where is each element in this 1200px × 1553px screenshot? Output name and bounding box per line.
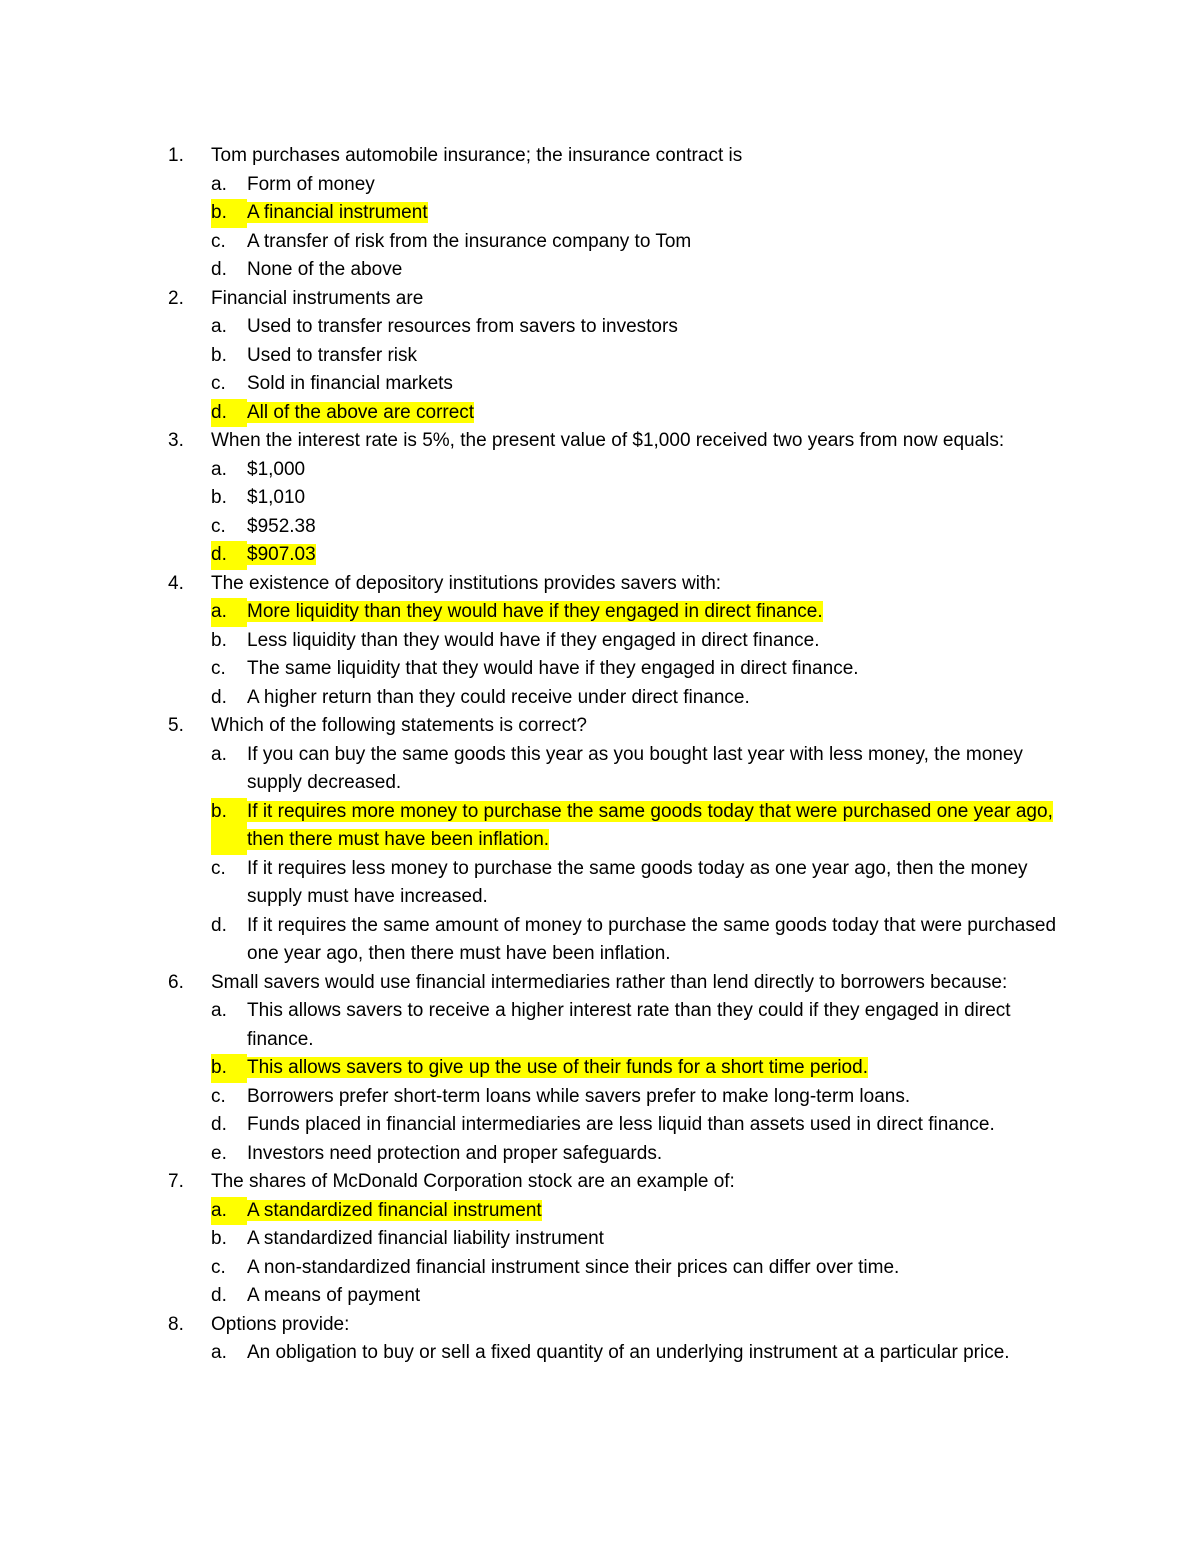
option-text: Borrowers prefer short-term loans while savers prefer to make long-term loans.: [247, 1085, 911, 1107]
option-text-wrap: [247, 370, 1068, 399]
answer-option-highlighted: [211, 1197, 1068, 1226]
question-line: [168, 712, 1068, 741]
answer-option: [211, 1225, 1068, 1254]
answer-option: [211, 627, 1068, 656]
question-item: [168, 570, 1068, 713]
answer-options: [168, 171, 1068, 285]
answer-options: [168, 1339, 1068, 1368]
question-item: [168, 969, 1068, 1169]
answer-options: [168, 1197, 1068, 1311]
option-text: Used to transfer resources from savers to investors: [247, 316, 678, 337]
answer-option-highlighted: [211, 1054, 1068, 1083]
option-text: Less liquidity than they would have if they engaged in direct finance.: [247, 629, 820, 651]
answer-option: [211, 342, 1068, 371]
option-text: $907.03: [247, 544, 316, 565]
option-text-wrap: [247, 484, 1068, 513]
question-text: Tom purchases automobile insurance; the insurance contract is: [211, 145, 743, 166]
option-text: $1,000: [247, 458, 306, 480]
option-text: A standardized financial liability instrument: [247, 1228, 604, 1249]
question-number: 2.: [168, 287, 184, 309]
option-letter: d.: [211, 399, 247, 428]
option-text-wrap: [247, 228, 1068, 257]
answer-option: [211, 1254, 1068, 1283]
option-text-wrap: [247, 199, 1068, 228]
option-text-wrap: [247, 598, 1068, 627]
option-letter: b.: [211, 798, 247, 855]
option-text-wrap: [247, 171, 1068, 200]
answer-option: [211, 484, 1068, 513]
option-letter: a.: [211, 173, 227, 195]
question-line: [168, 142, 1068, 171]
option-letter: a.: [211, 458, 227, 480]
option-letter: d.: [211, 541, 247, 570]
option-text: A financial instrument: [247, 202, 428, 223]
option-letter: b.: [211, 629, 227, 651]
option-text: More liquidity than they would have if they engaged in direct finance.: [247, 601, 823, 622]
option-letter: a.: [211, 598, 247, 627]
option-text: A non-standardized financial instrument since their prices can differ over time.: [247, 1256, 900, 1278]
option-text-wrap: [247, 399, 1068, 428]
answer-option-highlighted: [211, 798, 1068, 855]
option-text: $1,010: [247, 487, 306, 508]
question-item: [168, 1168, 1068, 1311]
option-text-wrap: [247, 313, 1068, 342]
question-line: [168, 1168, 1068, 1197]
answer-option: [211, 1140, 1068, 1169]
question-number: 3.: [168, 430, 184, 451]
option-text-wrap: [247, 912, 1068, 969]
option-letter: d.: [211, 914, 227, 936]
answer-option: [211, 912, 1068, 969]
question-text: The shares of McDonald Corporation stock are an example of:: [211, 1171, 735, 1192]
option-text-wrap: [247, 1111, 1068, 1140]
question-number: 5.: [168, 715, 184, 736]
option-letter: d.: [211, 259, 227, 280]
option-letter: d.: [211, 686, 227, 708]
option-text: An obligation to buy or sell a fixed quantity of an underlying instrument at a particular price.: [247, 1342, 1010, 1363]
option-text-wrap: [247, 997, 1068, 1054]
option-text: $952.38: [247, 515, 316, 537]
answer-option: [211, 256, 1068, 285]
question-list: [168, 142, 1068, 1368]
option-text: A means of payment: [247, 1285, 421, 1306]
question-number: 7.: [168, 1171, 184, 1192]
answer-options: [168, 456, 1068, 570]
option-letter: b.: [211, 1054, 247, 1083]
option-text: A transfer of risk from the insurance company to Tom: [247, 230, 692, 252]
question-number: 4.: [168, 572, 184, 594]
answer-option: [211, 370, 1068, 399]
question-text: Financial instruments are: [211, 287, 424, 309]
question-item: [168, 285, 1068, 428]
question-text: Which of the following statements is correct?: [211, 715, 587, 736]
option-text-wrap: [247, 1225, 1068, 1254]
question-item: [168, 712, 1068, 969]
option-text-wrap: [247, 1197, 1068, 1226]
option-text: This allows savers to receive a higher interest rate than they could if they engaged in direct finance.: [247, 1000, 1011, 1050]
option-text: If it requires more money to purchase the same goods today that were purchased one year ago, then there must have been inflation.: [247, 800, 1053, 850]
option-text-wrap: [247, 256, 1068, 285]
option-text: None of the above: [247, 259, 403, 280]
option-text: If it requires the same amount of money to purchase the same goods today that were purchased one year ago, then there must have been inflation.: [247, 914, 1057, 964]
option-text: Used to transfer risk: [247, 344, 417, 366]
answer-option: [211, 228, 1068, 257]
answer-option-highlighted: [211, 399, 1068, 428]
answer-option: [211, 684, 1068, 713]
option-text: The same liquidity that they would have if they engaged in direct finance.: [247, 658, 859, 679]
question-number: 6.: [168, 971, 184, 993]
answer-option: [211, 655, 1068, 684]
answer-option: [211, 855, 1068, 912]
option-letter: c.: [211, 230, 226, 252]
question-item: [168, 427, 1068, 570]
question-item: [168, 142, 1068, 285]
answer-option-highlighted: [211, 598, 1068, 627]
question-item: [168, 1311, 1068, 1368]
answer-option: [211, 997, 1068, 1054]
option-text-wrap: [247, 1254, 1068, 1283]
answer-option: [211, 1083, 1068, 1112]
option-letter: c.: [211, 373, 226, 394]
option-text-wrap: [247, 456, 1068, 485]
option-letter: c.: [211, 1256, 226, 1278]
option-text: Sold in financial markets: [247, 373, 453, 394]
question-line: [168, 1311, 1068, 1340]
question-line: [168, 570, 1068, 599]
option-text-wrap: [247, 1054, 1068, 1083]
option-text: Form of money: [247, 173, 375, 195]
question-text: The existence of depository institutions provides savers with:: [211, 572, 722, 594]
option-text-wrap: [247, 627, 1068, 656]
option-letter: a.: [211, 743, 227, 765]
answer-options: [168, 997, 1068, 1168]
answer-option-highlighted: [211, 541, 1068, 570]
option-letter: b.: [211, 1228, 227, 1249]
answer-option: [211, 456, 1068, 485]
option-letter: e.: [211, 1142, 227, 1164]
option-text: A higher return than they could receive under direct finance.: [247, 686, 750, 708]
option-letter: c.: [211, 857, 226, 879]
option-letter: a.: [211, 316, 227, 337]
question-line: [168, 285, 1068, 314]
option-text: This allows savers to give up the use of their funds for a short time period.: [247, 1057, 868, 1078]
option-letter: c.: [211, 1085, 226, 1107]
option-text-wrap: [247, 684, 1068, 713]
option-letter: a.: [211, 1197, 247, 1226]
answer-option-highlighted: [211, 199, 1068, 228]
answer-option: [211, 1282, 1068, 1311]
option-text-wrap: [247, 798, 1068, 855]
option-letter: c.: [211, 658, 226, 679]
option-text-wrap: [247, 655, 1068, 684]
option-text-wrap: [247, 513, 1068, 542]
option-text-wrap: [247, 1282, 1068, 1311]
option-letter: b.: [211, 344, 227, 366]
option-text-wrap: [247, 741, 1068, 798]
option-text: Investors need protection and proper safeguards.: [247, 1142, 663, 1164]
option-text: If it requires less money to purchase the same goods today as one year ago, then the money supply must have increased.: [247, 857, 1028, 907]
option-letter: b.: [211, 199, 247, 228]
answer-option: [211, 171, 1068, 200]
answer-option: [211, 1111, 1068, 1140]
answer-option: [211, 313, 1068, 342]
option-letter: a.: [211, 1342, 227, 1363]
answer-options: [168, 313, 1068, 427]
question-line: [168, 427, 1068, 456]
option-letter: c.: [211, 515, 226, 537]
option-text-wrap: [247, 1339, 1068, 1368]
option-letter: d.: [211, 1285, 227, 1306]
question-text: When the interest rate is 5%, the present value of $1,000 received two years from now equals:: [211, 430, 1005, 451]
answer-option: [211, 741, 1068, 798]
answer-option: [211, 1339, 1068, 1368]
question-number: 1.: [168, 145, 184, 166]
option-text-wrap: [247, 1140, 1068, 1169]
option-letter: d.: [211, 1114, 227, 1135]
option-text-wrap: [247, 541, 1068, 570]
answer-options: [168, 598, 1068, 712]
option-letter: b.: [211, 487, 227, 508]
option-text-wrap: [247, 342, 1068, 371]
answer-option: [211, 513, 1068, 542]
answer-options: [168, 741, 1068, 969]
option-text: Funds placed in financial intermediaries are less liquid than assets used in direct finance.: [247, 1114, 995, 1135]
question-line: [168, 969, 1068, 998]
option-letter: a.: [211, 1000, 227, 1021]
option-text-wrap: [247, 1083, 1068, 1112]
question-text: Small savers would use financial intermediaries rather than lend directly to borrowers because:: [211, 971, 1008, 993]
option-text: If you can buy the same goods this year as you bought last year with less money, the money supply decreased.: [247, 743, 1023, 793]
option-text: All of the above are correct: [247, 401, 475, 423]
question-number: 8.: [168, 1313, 184, 1335]
question-text: Options provide:: [211, 1313, 350, 1335]
option-text: A standardized financial instrument: [247, 1199, 542, 1221]
option-text-wrap: [247, 855, 1068, 912]
